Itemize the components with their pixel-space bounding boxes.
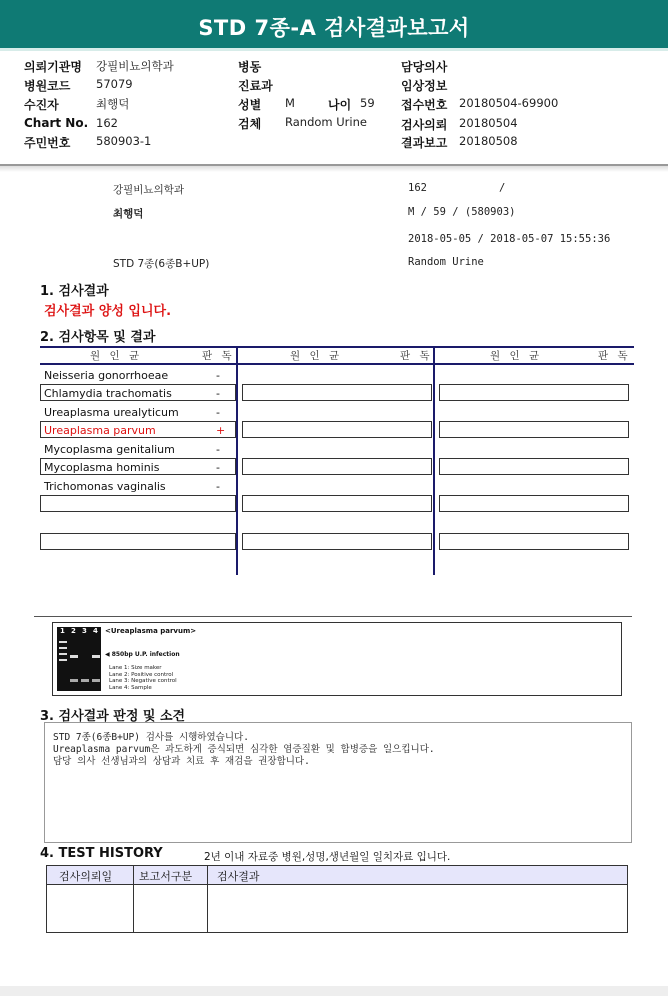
- figure-separator: [34, 616, 632, 617]
- section-1-heading: 1. 검사결과: [40, 284, 109, 299]
- ladder-band: [59, 647, 67, 649]
- row-judge-5: -: [216, 443, 220, 456]
- label-sex: 성별: [238, 98, 262, 112]
- lane-label-2: 2: [71, 627, 76, 635]
- results-table: [40, 346, 634, 576]
- empty-box-c3-r10: [439, 533, 629, 550]
- history-divider-2: [207, 866, 208, 932]
- sub-test-name: STD 7종(6종B+UP): [113, 258, 210, 270]
- figure-title: <Ureaplasma parvum>: [105, 627, 197, 635]
- value-report-date: 20180508: [459, 134, 518, 148]
- sub-clinic: 강필비뇨의학과: [113, 184, 185, 196]
- result-summary: 검사결과 양성 입니다.: [44, 304, 172, 319]
- column-divider-1: [236, 346, 238, 575]
- sub-sex-age: M / 59 / (580903): [408, 206, 516, 218]
- label-clinical-info: 임상정보: [401, 79, 448, 93]
- row-pathogen-1: Neisseria gonorrhoeae: [44, 369, 169, 382]
- empty-box-c2-r8: [242, 495, 432, 512]
- row-judge-3: -: [216, 406, 220, 419]
- row-pathogen-3: Ureaplasma urealyticum: [44, 406, 179, 419]
- label-age: 나이: [328, 98, 352, 112]
- row-pathogen-5: Mycoplasma genitalium: [44, 443, 175, 456]
- label-department: 진료과: [238, 79, 273, 93]
- section-2-heading: 2. 검사항목 및 결과: [40, 330, 156, 345]
- empty-box-c3-r6: [439, 458, 629, 475]
- row-box-10: [40, 533, 236, 550]
- label-doctor: 담당의사: [401, 60, 448, 74]
- value-specimen: Random Urine: [285, 115, 367, 129]
- legend-lane-4: Lane 4: Sample: [109, 684, 152, 691]
- empty-box-c3-r8: [439, 495, 629, 512]
- col-head-pathogen-1: 원 인 균: [90, 350, 143, 362]
- row-judge-2: -: [216, 387, 220, 400]
- history-col-result: 검사결과: [217, 870, 260, 883]
- row-judge-1: -: [216, 369, 220, 382]
- primer-band: [92, 679, 100, 682]
- lane-label-1: 1: [60, 627, 65, 635]
- value-request-date: 20180504: [459, 116, 518, 130]
- label-hospital-code: 병원코드: [24, 79, 71, 93]
- sub-specimen: Random Urine: [408, 256, 484, 268]
- row-box-8: [40, 495, 236, 512]
- col-head-pathogen-3: 원 인 균: [490, 350, 543, 362]
- label-clinic: 의뢰기관명: [24, 60, 82, 74]
- table-header-border: [40, 363, 634, 365]
- sub-patient: 최행덕: [113, 208, 144, 220]
- opinion-box: [44, 722, 632, 843]
- row-pathogen-4-positive: Ureaplasma parvum: [44, 424, 156, 437]
- label-report-date: 결과보고: [401, 136, 448, 150]
- empty-box-c2-r4: [242, 421, 432, 438]
- legend-lane-1: Lane 1: Size maker: [109, 665, 162, 671]
- value-sex: M: [285, 96, 295, 110]
- header-shadow: [0, 166, 668, 172]
- gel-image: [57, 627, 101, 691]
- ladder-band: [59, 653, 67, 655]
- row-pathogen-7: Trichomonas vaginalis: [44, 480, 166, 493]
- empty-box-c2-r2: [242, 384, 432, 401]
- history-table: [46, 865, 628, 933]
- primer-band: [81, 679, 89, 682]
- label-resident-no: 주민번호: [24, 136, 71, 150]
- opinion-line-2: Ureaplasma parvum은 과도하게 증식되면 심각한 염증질환 및 합병증을 일으킵니다.: [53, 744, 435, 755]
- col-head-judge-2: 판 독: [400, 350, 433, 362]
- positive-band: [70, 655, 78, 658]
- label-request-date: 검사의뢰: [401, 118, 448, 132]
- label-chart-no: Chart No.: [24, 116, 89, 130]
- value-hospital-code: 57079: [96, 77, 133, 91]
- ladder-band: [59, 641, 67, 643]
- sub-slash: /: [499, 182, 506, 194]
- value-age: 59: [360, 96, 375, 110]
- empty-box-c2-r10: [242, 533, 432, 550]
- empty-box-c3-r2: [439, 384, 629, 401]
- row-judge-4-positive: +: [216, 424, 226, 437]
- row-judge-7: -: [216, 480, 220, 493]
- column-divider-2: [433, 346, 435, 575]
- page-footer-strip: [0, 986, 668, 996]
- value-chart-no: 162: [96, 116, 118, 130]
- opinion-line-1: STD 7종(6종B+UP) 검사를 시행하였습니다.: [53, 732, 249, 743]
- history-col-request-date: 검사의뢰일: [59, 870, 113, 883]
- value-receipt-no: 20180504-69900: [459, 96, 559, 110]
- col-head-judge-1: 판 독: [202, 350, 235, 362]
- col-head-judge-3: 판 독: [598, 350, 631, 362]
- sub-chart: 162: [408, 182, 427, 194]
- figure-band-label: ◀ 850bp U.P. infection: [105, 651, 180, 658]
- row-pathogen-2: Chlamydia trachomatis: [44, 387, 172, 400]
- opinion-line-3: 담당 의사 선생님과의 상담과 치료 후 재검을 권장합니다.: [53, 756, 310, 767]
- value-patient: 최행덕: [96, 97, 130, 111]
- lane-label-4: 4: [93, 627, 98, 635]
- empty-box-c2-r6: [242, 458, 432, 475]
- history-header: [47, 866, 627, 885]
- report-title: STD 7종-A 검사결과보고서: [198, 16, 470, 40]
- label-patient: 수진자: [24, 98, 59, 112]
- row-pathogen-6: Mycoplasma hominis: [44, 461, 160, 474]
- history-col-report-type: 보고서구분: [139, 870, 193, 883]
- ladder-band: [59, 659, 67, 661]
- label-ward: 병동: [238, 60, 262, 74]
- lane-label-3: 3: [82, 627, 87, 635]
- value-resident-no: 580903-1: [96, 134, 152, 148]
- gel-figure: [52, 622, 622, 696]
- section-4-heading: 4. TEST HISTORY: [40, 846, 163, 861]
- label-specimen: 검체: [238, 117, 262, 131]
- legend-lane-3: Lane 3: Negative control: [109, 678, 177, 684]
- title-bar: [0, 0, 668, 51]
- figure-legend: [109, 665, 177, 691]
- empty-box-c3-r4: [439, 421, 629, 438]
- sample-band: [92, 655, 100, 658]
- label-receipt-no: 접수번호: [401, 98, 448, 112]
- legend-lane-2: Lane 2: Positive control: [109, 671, 174, 678]
- sub-dates: 2018-05-05 / 2018-05-07 15:55:36: [408, 233, 611, 245]
- row-judge-6: -: [216, 461, 220, 474]
- history-note: 2년 이내 자료중 병원,성명,생년월일 일치자료 입니다.: [204, 851, 451, 863]
- history-divider-1: [133, 866, 134, 932]
- section-3-heading: 3. 검사결과 판정 및 소견: [40, 709, 186, 724]
- primer-band: [70, 679, 78, 682]
- value-clinic: 강필비뇨의학과: [96, 59, 174, 73]
- col-head-pathogen-2: 원 인 균: [290, 350, 343, 362]
